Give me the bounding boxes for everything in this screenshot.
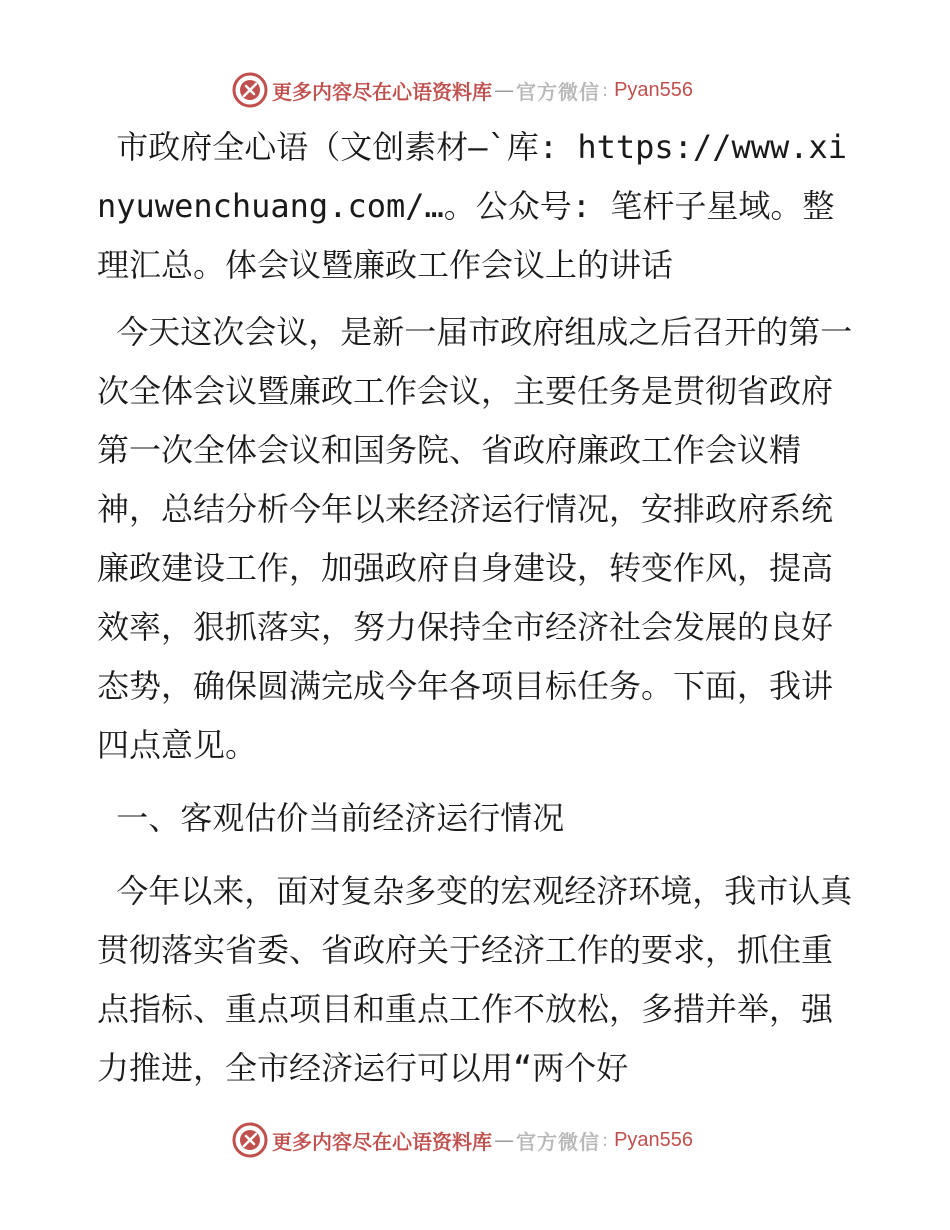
footer-watermark-banner: [232, 1120, 693, 1160]
banner-official-text: 官方微信: [516, 79, 600, 104]
banner-wechat-id: Pyan556: [614, 78, 694, 101]
header-watermark-banner: [232, 70, 693, 110]
banner-site-text: 更多内容尽在心语资料库: [272, 1129, 492, 1154]
banner-official-text: 官方微信: [516, 1129, 600, 1154]
banner-wechat-id: Pyan556: [614, 1128, 694, 1151]
banner-colon: :: [602, 1129, 609, 1151]
paragraph-economy: 今年以来，面对复杂多变的宏观经济环境，我市认真贯彻落实省委、省政府关于经济工作的要求，抓住重点指标、重点项目和重点工作不放松，多措并举，强力推进，全市经济运行可以用“两个好: [97, 872, 853, 1087]
section-heading-1: 一、客观估价当前经济运行情况: [97, 799, 565, 837]
banner-colon: :: [602, 79, 609, 101]
red-seal-logo-icon: [232, 72, 268, 108]
paragraph-intro: 今天这次会议，是新一届市政府组成之后召开的第一次全体会议暨廉政工作会议，主要任务是贯彻省政府第一次全体会议和国务院、省政府廉政工作会议精神，总结分析今年以来经济运行情况，安排政府系统廉政建设工作，加强政府自身建设，转变作风，提高效率，狠抓落实，努力保持全市经济社会发展的良好态势，确保圆满完成今年各项目标任务。下面，我讲四点意见。: [97, 313, 853, 764]
document-title: 市政府全心语（文创素材—`库: https://www.xinyuwenchuang.com/…。公众号: 笔杆子星域。整理汇总。体会议暨廉政工作会议上的讲话: [97, 128, 848, 284]
red-seal-logo-icon: [232, 1122, 268, 1158]
banner-dash: —: [494, 1128, 514, 1152]
document-body: [97, 118, 857, 1112]
banner-dash: —: [494, 78, 514, 102]
banner-site-text: 更多内容尽在心语资料库: [272, 79, 492, 104]
